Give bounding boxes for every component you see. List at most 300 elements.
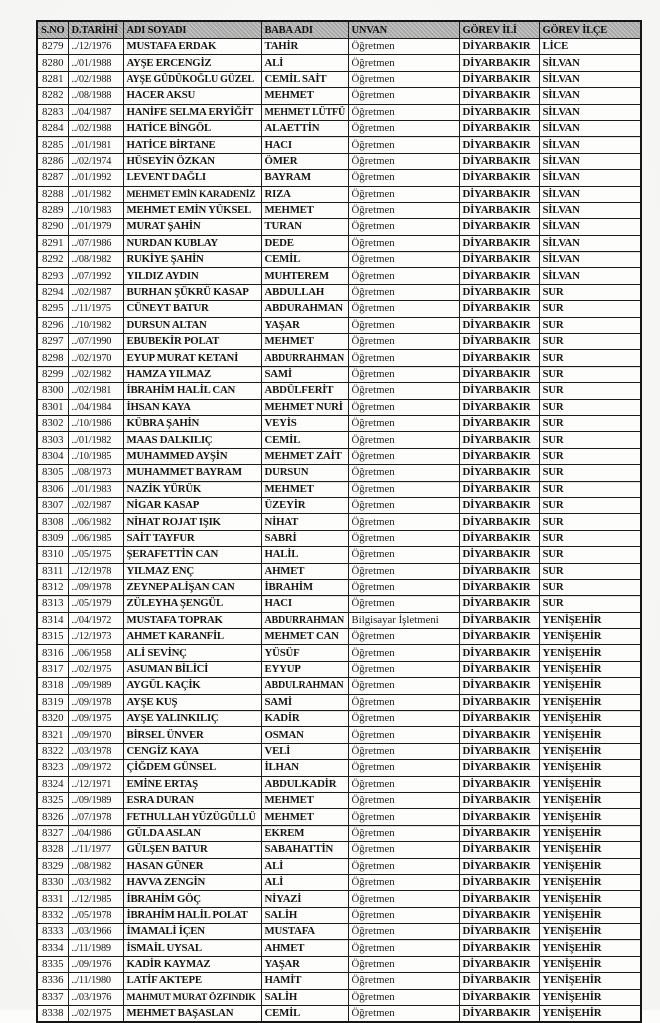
cell-unvan: Öğretmen bbox=[348, 579, 459, 595]
cell-baba_adi: YAŞAR bbox=[261, 317, 348, 333]
cell-gorev_ilce: YENİŞEHİR bbox=[539, 727, 641, 743]
cell-unvan: Öğretmen bbox=[348, 350, 459, 366]
cell-gorev_ilce: YENİŞEHİR bbox=[539, 874, 641, 890]
cell-baba_adi: CEMİL bbox=[261, 1006, 348, 1023]
cell-sno: 8293 bbox=[37, 268, 68, 284]
cell-dtarihi: ../12/1976 bbox=[68, 39, 123, 55]
cell-baba_adi: HALİL bbox=[261, 547, 348, 563]
cell-baba_adi: CEMİL bbox=[261, 252, 348, 268]
cell-gorev_ilce: SUR bbox=[539, 596, 641, 612]
cell-sno: 8336 bbox=[37, 973, 68, 989]
table-row bbox=[37, 776, 641, 792]
cell-gorev_ilce: SUR bbox=[539, 399, 641, 415]
cell-gorev_ilce: SUR bbox=[539, 465, 641, 481]
cell-gorev_ilce: SUR bbox=[539, 497, 641, 513]
table-row bbox=[37, 973, 641, 989]
column-header-dtarihi: D.TARİHİ bbox=[68, 21, 123, 39]
cell-sno: 8285 bbox=[37, 137, 68, 153]
cell-gorev_ili: DİYARBAKIR bbox=[459, 530, 539, 546]
cell-sno: 8324 bbox=[37, 776, 68, 792]
cell-sno: 8319 bbox=[37, 694, 68, 710]
cell-gorev_ili: DİYARBAKIR bbox=[459, 284, 539, 300]
cell-gorev_ilce: YENİŞEHİR bbox=[539, 924, 641, 940]
cell-gorev_ilce: YENİŞEHİR bbox=[539, 989, 641, 1005]
cell-unvan: Öğretmen bbox=[348, 88, 459, 104]
cell-baba_adi: KADİR bbox=[261, 711, 348, 727]
table-row bbox=[37, 907, 641, 923]
cell-unvan: Öğretmen bbox=[348, 153, 459, 169]
cell-dtarihi: ../01/1982 bbox=[68, 186, 123, 202]
cell-sno: 8326 bbox=[37, 809, 68, 825]
cell-baba_adi: VEYİS bbox=[261, 415, 348, 431]
table-row bbox=[37, 874, 641, 890]
cell-dtarihi: ../05/1978 bbox=[68, 907, 123, 923]
table-row bbox=[37, 924, 641, 940]
cell-gorev_ilce: SUR bbox=[539, 350, 641, 366]
cell-gorev_ili: DİYARBAKIR bbox=[459, 743, 539, 759]
cell-dtarihi: ../02/1988 bbox=[68, 120, 123, 136]
cell-unvan: Öğretmen bbox=[348, 170, 459, 186]
cell-sno: 8290 bbox=[37, 219, 68, 235]
cell-dtarihi: ../02/1981 bbox=[68, 383, 123, 399]
cell-unvan: Öğretmen bbox=[348, 809, 459, 825]
cell-gorev_ilce: SİLVAN bbox=[539, 268, 641, 284]
cell-baba_adi: MEHMET bbox=[261, 809, 348, 825]
cell-gorev_ilce: SUR bbox=[539, 284, 641, 300]
cell-adi_soyadi: YILDIZ AYDIN bbox=[123, 268, 261, 284]
cell-adi_soyadi: MAAS DALKILIÇ bbox=[123, 432, 261, 448]
table-row bbox=[37, 858, 641, 874]
table-row bbox=[37, 956, 641, 972]
cell-gorev_ilce: SİLVAN bbox=[539, 235, 641, 251]
cell-sno: 8311 bbox=[37, 563, 68, 579]
cell-sno: 8305 bbox=[37, 465, 68, 481]
cell-unvan: Öğretmen bbox=[348, 694, 459, 710]
cell-sno: 8309 bbox=[37, 530, 68, 546]
cell-unvan: Öğretmen bbox=[348, 235, 459, 251]
cell-adi_soyadi: DURSUN ALTAN bbox=[123, 317, 261, 333]
cell-unvan: Öğretmen bbox=[348, 874, 459, 890]
cell-baba_adi: ÜZEYİR bbox=[261, 497, 348, 513]
table-row bbox=[37, 940, 641, 956]
cell-baba_adi: HAMİT bbox=[261, 973, 348, 989]
cell-baba_adi: DEDE bbox=[261, 235, 348, 251]
cell-adi_soyadi: İBRAHİM HALİL POLAT bbox=[123, 907, 261, 923]
cell-baba_adi: SABRİ bbox=[261, 530, 348, 546]
cell-adi_soyadi: HAMZA YILMAZ bbox=[123, 366, 261, 382]
cell-unvan: Öğretmen bbox=[348, 39, 459, 55]
cell-adi_soyadi: MUHAMMED AYŞİN bbox=[123, 448, 261, 464]
cell-unvan: Öğretmen bbox=[348, 497, 459, 513]
cell-gorev_ili: DİYARBAKIR bbox=[459, 694, 539, 710]
cell-baba_adi: YAŞAR bbox=[261, 956, 348, 972]
cell-unvan: Öğretmen bbox=[348, 727, 459, 743]
cell-adi_soyadi: BİRSEL ÜNVER bbox=[123, 727, 261, 743]
cell-adi_soyadi: MUSTAFA ERDAK bbox=[123, 39, 261, 55]
cell-unvan: Öğretmen bbox=[348, 366, 459, 382]
cell-gorev_ilce: YENİŞEHİR bbox=[539, 711, 641, 727]
cell-gorev_ili: DİYARBAKIR bbox=[459, 301, 539, 317]
cell-gorev_ilce: SİLVAN bbox=[539, 137, 641, 153]
table-row bbox=[37, 153, 641, 169]
table-row bbox=[37, 891, 641, 907]
table-row bbox=[37, 809, 641, 825]
cell-unvan: Öğretmen bbox=[348, 858, 459, 874]
cell-sno: 8325 bbox=[37, 792, 68, 808]
cell-baba_adi: HACI bbox=[261, 596, 348, 612]
cell-dtarihi: ../03/1978 bbox=[68, 743, 123, 759]
cell-sno: 8314 bbox=[37, 612, 68, 628]
cell-baba_adi: ABDURRAHMAN bbox=[261, 350, 348, 366]
cell-gorev_ilce: SUR bbox=[539, 514, 641, 530]
cell-dtarihi: ../06/1982 bbox=[68, 514, 123, 530]
cell-sno: 8292 bbox=[37, 252, 68, 268]
cell-gorev_ilce: SUR bbox=[539, 448, 641, 464]
cell-unvan: Öğretmen bbox=[348, 776, 459, 792]
cell-gorev_ili: DİYARBAKIR bbox=[459, 727, 539, 743]
cell-dtarihi: ../09/1978 bbox=[68, 579, 123, 595]
cell-sno: 8332 bbox=[37, 907, 68, 923]
cell-sno: 8299 bbox=[37, 366, 68, 382]
cell-adi_soyadi: ZÜLEYHA ŞENGÜL bbox=[123, 596, 261, 612]
cell-dtarihi: ../02/1982 bbox=[68, 366, 123, 382]
cell-baba_adi: EYYUP bbox=[261, 661, 348, 677]
cell-dtarihi: ../02/1974 bbox=[68, 153, 123, 169]
cell-gorev_ili: DİYARBAKIR bbox=[459, 924, 539, 940]
cell-baba_adi: SAMİ bbox=[261, 366, 348, 382]
cell-gorev_ili: DİYARBAKIR bbox=[459, 809, 539, 825]
cell-adi_soyadi: MUHAMMET BAYRAM bbox=[123, 465, 261, 481]
cell-adi_soyadi: GÜLŞEN BATUR bbox=[123, 842, 261, 858]
column-header-gorev-ilce: GÖREV İLÇE bbox=[539, 21, 641, 39]
table-row bbox=[37, 661, 641, 677]
cell-baba_adi: RIZA bbox=[261, 186, 348, 202]
cell-adi_soyadi: ÇİĞDEM GÜNSEL bbox=[123, 760, 261, 776]
cell-unvan: Öğretmen bbox=[348, 629, 459, 645]
cell-adi_soyadi: HACER AKSU bbox=[123, 88, 261, 104]
table-row bbox=[37, 645, 641, 661]
cell-baba_adi: ALİ bbox=[261, 55, 348, 71]
cell-unvan: Öğretmen bbox=[348, 924, 459, 940]
table-row bbox=[37, 743, 641, 759]
cell-dtarihi: ../11/1977 bbox=[68, 842, 123, 858]
cell-adi_soyadi: AYŞE GÜDÜKOĞLU GÜZEL bbox=[123, 71, 261, 87]
cell-gorev_ili: DİYARBAKIR bbox=[459, 891, 539, 907]
cell-unvan: Öğretmen bbox=[348, 989, 459, 1005]
cell-gorev_ilce: SUR bbox=[539, 383, 641, 399]
cell-baba_adi: NİYAZİ bbox=[261, 891, 348, 907]
table-row bbox=[37, 268, 641, 284]
table-row bbox=[37, 596, 641, 612]
cell-baba_adi: CEMİL SAİT bbox=[261, 71, 348, 87]
table-row bbox=[37, 334, 641, 350]
cell-gorev_ili: DİYARBAKIR bbox=[459, 55, 539, 71]
cell-dtarihi: ../04/1984 bbox=[68, 399, 123, 415]
cell-sno: 8322 bbox=[37, 743, 68, 759]
cell-adi_soyadi: HAVVA ZENGİN bbox=[123, 874, 261, 890]
cell-gorev_ili: DİYARBAKIR bbox=[459, 874, 539, 890]
table-row bbox=[37, 88, 641, 104]
cell-adi_soyadi: ESRA DURAN bbox=[123, 792, 261, 808]
cell-gorev_ilce: YENİŞEHİR bbox=[539, 629, 641, 645]
cell-gorev_ili: DİYARBAKIR bbox=[459, 563, 539, 579]
cell-dtarihi: ../04/1972 bbox=[68, 612, 123, 628]
cell-adi_soyadi: HATİCE BİNGÖL bbox=[123, 120, 261, 136]
column-header-unvan: UNVAN bbox=[348, 21, 459, 39]
cell-unvan: Öğretmen bbox=[348, 383, 459, 399]
cell-adi_soyadi: İSMAİL UYSAL bbox=[123, 940, 261, 956]
cell-adi_soyadi: ALİ SEVİNÇ bbox=[123, 645, 261, 661]
cell-adi_soyadi: ŞERAFETTİN CAN bbox=[123, 547, 261, 563]
cell-gorev_ilce: SİLVAN bbox=[539, 88, 641, 104]
table-row bbox=[37, 350, 641, 366]
cell-adi_soyadi: FETHULLAH YÜZÜGÜLLÜ bbox=[123, 809, 261, 825]
cell-unvan: Öğretmen bbox=[348, 55, 459, 71]
cell-sno: 8316 bbox=[37, 645, 68, 661]
cell-gorev_ili: DİYARBAKIR bbox=[459, 170, 539, 186]
cell-dtarihi: ../08/1988 bbox=[68, 88, 123, 104]
cell-sno: 8300 bbox=[37, 383, 68, 399]
cell-gorev_ili: DİYARBAKIR bbox=[459, 39, 539, 55]
table-row bbox=[37, 137, 641, 153]
cell-gorev_ili: DİYARBAKIR bbox=[459, 514, 539, 530]
cell-gorev_ili: DİYARBAKIR bbox=[459, 907, 539, 923]
cell-sno: 8298 bbox=[37, 350, 68, 366]
table-row bbox=[37, 301, 641, 317]
cell-adi_soyadi: AYGÜL KAÇİK bbox=[123, 678, 261, 694]
table-body bbox=[37, 39, 641, 1023]
cell-adi_soyadi: AYŞE YALINKILIÇ bbox=[123, 711, 261, 727]
cell-gorev_ilce: SUR bbox=[539, 415, 641, 431]
cell-gorev_ili: DİYARBAKIR bbox=[459, 366, 539, 382]
cell-gorev_ilce: YENİŞEHİR bbox=[539, 694, 641, 710]
table-row bbox=[37, 612, 641, 628]
cell-gorev_ili: DİYARBAKIR bbox=[459, 596, 539, 612]
column-header-sno: S.NO bbox=[37, 21, 68, 39]
cell-gorev_ili: DİYARBAKIR bbox=[459, 88, 539, 104]
cell-dtarihi: ../11/1975 bbox=[68, 301, 123, 317]
cell-dtarihi: ../07/1992 bbox=[68, 268, 123, 284]
column-header-gorev-ili: GÖREV İLİ bbox=[459, 21, 539, 39]
cell-unvan: Öğretmen bbox=[348, 563, 459, 579]
cell-gorev_ili: DİYARBAKIR bbox=[459, 465, 539, 481]
cell-dtarihi: ../01/1982 bbox=[68, 432, 123, 448]
cell-baba_adi: İBRAHİM bbox=[261, 579, 348, 595]
cell-sno: 8307 bbox=[37, 497, 68, 513]
cell-sno: 8279 bbox=[37, 39, 68, 55]
cell-gorev_ilce: SİLVAN bbox=[539, 170, 641, 186]
cell-unvan: Öğretmen bbox=[348, 120, 459, 136]
table-row bbox=[37, 71, 641, 87]
cell-dtarihi: ../02/1987 bbox=[68, 284, 123, 300]
cell-dtarihi: ../01/1981 bbox=[68, 137, 123, 153]
cell-gorev_ilce: SUR bbox=[539, 481, 641, 497]
cell-gorev_ilce: SUR bbox=[539, 530, 641, 546]
cell-dtarihi: ../08/1973 bbox=[68, 465, 123, 481]
cell-dtarihi: ../10/1983 bbox=[68, 202, 123, 218]
cell-gorev_ili: DİYARBAKIR bbox=[459, 317, 539, 333]
cell-sno: 8306 bbox=[37, 481, 68, 497]
cell-baba_adi: MEHMET bbox=[261, 792, 348, 808]
cell-adi_soyadi: MEHMET BAŞASLAN bbox=[123, 1006, 261, 1023]
table-row bbox=[37, 252, 641, 268]
table-header bbox=[37, 21, 641, 39]
cell-gorev_ili: DİYARBAKIR bbox=[459, 760, 539, 776]
cell-adi_soyadi: HANİFE SELMA ERYİĞİT bbox=[123, 104, 261, 120]
table-row bbox=[37, 792, 641, 808]
cell-gorev_ilce: SUR bbox=[539, 317, 641, 333]
cell-gorev_ili: DİYARBAKIR bbox=[459, 350, 539, 366]
cell-sno: 8318 bbox=[37, 678, 68, 694]
cell-unvan: Öğretmen bbox=[348, 432, 459, 448]
cell-gorev_ili: DİYARBAKIR bbox=[459, 383, 539, 399]
cell-sno: 8334 bbox=[37, 940, 68, 956]
table-row bbox=[37, 530, 641, 546]
cell-dtarihi: ../12/1971 bbox=[68, 776, 123, 792]
cell-adi_soyadi: ZEYNEP ALİŞAN CAN bbox=[123, 579, 261, 595]
cell-gorev_ilce: SİLVAN bbox=[539, 219, 641, 235]
cell-gorev_ili: DİYARBAKIR bbox=[459, 661, 539, 677]
cell-dtarihi: ../04/1986 bbox=[68, 825, 123, 841]
cell-baba_adi: OSMAN bbox=[261, 727, 348, 743]
cell-sno: 8287 bbox=[37, 170, 68, 186]
cell-dtarihi: ../07/1986 bbox=[68, 235, 123, 251]
cell-gorev_ilce: YENİŞEHİR bbox=[539, 858, 641, 874]
table-row bbox=[37, 711, 641, 727]
cell-adi_soyadi: KÜBRA ŞAHİN bbox=[123, 415, 261, 431]
cell-gorev_ilce: SUR bbox=[539, 563, 641, 579]
cell-unvan: Öğretmen bbox=[348, 137, 459, 153]
table-row bbox=[37, 366, 641, 382]
cell-gorev_ilce: YENİŞEHİR bbox=[539, 760, 641, 776]
cell-gorev_ili: DİYARBAKIR bbox=[459, 497, 539, 513]
cell-gorev_ilce: SİLVAN bbox=[539, 252, 641, 268]
cell-baba_adi: MEHMET NURİ bbox=[261, 399, 348, 415]
cell-unvan: Öğretmen bbox=[348, 907, 459, 923]
cell-unvan: Öğretmen bbox=[348, 547, 459, 563]
table-row bbox=[37, 284, 641, 300]
table-row bbox=[37, 825, 641, 841]
cell-unvan: Öğretmen bbox=[348, 268, 459, 284]
cell-gorev_ilce: YENİŞEHİR bbox=[539, 792, 641, 808]
cell-adi_soyadi: İBRAHİM GÖÇ bbox=[123, 891, 261, 907]
cell-unvan: Öğretmen bbox=[348, 825, 459, 841]
cell-gorev_ili: DİYARBAKIR bbox=[459, 1006, 539, 1023]
cell-gorev_ilce: YENİŞEHİR bbox=[539, 891, 641, 907]
cell-dtarihi: ../11/1980 bbox=[68, 973, 123, 989]
cell-gorev_ilce: YENİŞEHİR bbox=[539, 956, 641, 972]
cell-gorev_ili: DİYARBAKIR bbox=[459, 448, 539, 464]
cell-gorev_ilce: YENİŞEHİR bbox=[539, 940, 641, 956]
cell-unvan: Öğretmen bbox=[348, 1006, 459, 1023]
cell-baba_adi: ÖMER bbox=[261, 153, 348, 169]
cell-gorev_ili: DİYARBAKIR bbox=[459, 153, 539, 169]
cell-baba_adi: ALAETTİN bbox=[261, 120, 348, 136]
cell-baba_adi: SAMİ bbox=[261, 694, 348, 710]
cell-unvan: Öğretmen bbox=[348, 71, 459, 87]
cell-dtarihi: ../02/1975 bbox=[68, 661, 123, 677]
cell-adi_soyadi: MURAT ŞAHİN bbox=[123, 219, 261, 235]
cell-dtarihi: ../02/1975 bbox=[68, 1006, 123, 1023]
cell-dtarihi: ../01/1992 bbox=[68, 170, 123, 186]
cell-unvan: Öğretmen bbox=[348, 743, 459, 759]
cell-gorev_ili: DİYARBAKIR bbox=[459, 776, 539, 792]
cell-adi_soyadi: İBRAHİM HALİL CAN bbox=[123, 383, 261, 399]
cell-baba_adi: ABDULLAH bbox=[261, 284, 348, 300]
cell-adi_soyadi: NURDAN KUBLAY bbox=[123, 235, 261, 251]
cell-gorev_ili: DİYARBAKIR bbox=[459, 825, 539, 841]
table-row bbox=[37, 317, 641, 333]
cell-sno: 8295 bbox=[37, 301, 68, 317]
table-row bbox=[37, 415, 641, 431]
cell-sno: 8281 bbox=[37, 71, 68, 87]
cell-dtarihi: ../02/1970 bbox=[68, 350, 123, 366]
cell-sno: 8315 bbox=[37, 629, 68, 645]
cell-gorev_ili: DİYARBAKIR bbox=[459, 71, 539, 87]
cell-unvan: Öğretmen bbox=[348, 596, 459, 612]
table-row bbox=[37, 760, 641, 776]
cell-gorev_ili: DİYARBAKIR bbox=[459, 629, 539, 645]
cell-baba_adi: ALİ bbox=[261, 858, 348, 874]
cell-gorev_ili: DİYARBAKIR bbox=[459, 711, 539, 727]
cell-baba_adi: ABDURAHMAN bbox=[261, 301, 348, 317]
cell-sno: 8327 bbox=[37, 825, 68, 841]
cell-sno: 8337 bbox=[37, 989, 68, 1005]
cell-gorev_ili: DİYARBAKIR bbox=[459, 481, 539, 497]
cell-gorev_ili: DİYARBAKIR bbox=[459, 432, 539, 448]
table-row bbox=[37, 383, 641, 399]
cell-unvan: Öğretmen bbox=[348, 973, 459, 989]
cell-adi_soyadi: RUKİYE ŞAHİN bbox=[123, 252, 261, 268]
cell-baba_adi: EKREM bbox=[261, 825, 348, 841]
table-row bbox=[37, 1006, 641, 1023]
cell-gorev_ilce: YENİŞEHİR bbox=[539, 776, 641, 792]
cell-sno: 8294 bbox=[37, 284, 68, 300]
cell-unvan: Öğretmen bbox=[348, 711, 459, 727]
cell-sno: 8291 bbox=[37, 235, 68, 251]
cell-gorev_ili: DİYARBAKIR bbox=[459, 137, 539, 153]
cell-gorev_ilce: YENİŞEHİR bbox=[539, 907, 641, 923]
cell-gorev_ilce: YENİŞEHİR bbox=[539, 973, 641, 989]
cell-adi_soyadi: LATİF AKTEPE bbox=[123, 973, 261, 989]
cell-adi_soyadi: KADİR KAYMAZ bbox=[123, 956, 261, 972]
cell-dtarihi: ../07/1978 bbox=[68, 809, 123, 825]
cell-adi_soyadi: ASUMAN BİLİCİ bbox=[123, 661, 261, 677]
cell-gorev_ili: DİYARBAKIR bbox=[459, 547, 539, 563]
cell-gorev_ilce: YENİŞEHİR bbox=[539, 661, 641, 677]
cell-unvan: Öğretmen bbox=[348, 645, 459, 661]
cell-gorev_ili: DİYARBAKIR bbox=[459, 678, 539, 694]
cell-unvan: Öğretmen bbox=[348, 481, 459, 497]
cell-baba_adi: SALİH bbox=[261, 907, 348, 923]
cell-unvan: Öğretmen bbox=[348, 514, 459, 530]
cell-gorev_ili: DİYARBAKIR bbox=[459, 235, 539, 251]
table-row bbox=[37, 514, 641, 530]
cell-gorev_ili: DİYARBAKIR bbox=[459, 399, 539, 415]
table-row bbox=[37, 186, 641, 202]
cell-unvan: Öğretmen bbox=[348, 399, 459, 415]
cell-gorev_ilce: SİLVAN bbox=[539, 55, 641, 71]
table-row bbox=[37, 579, 641, 595]
cell-dtarihi: ../02/1988 bbox=[68, 71, 123, 87]
cell-unvan: Öğretmen bbox=[348, 530, 459, 546]
cell-adi_soyadi: NİHAT ROJAT IŞIK bbox=[123, 514, 261, 530]
cell-gorev_ilce: SUR bbox=[539, 432, 641, 448]
cell-baba_adi: TURAN bbox=[261, 219, 348, 235]
cell-baba_adi: MEHMET bbox=[261, 88, 348, 104]
cell-gorev_ili: DİYARBAKIR bbox=[459, 612, 539, 628]
cell-unvan: Öğretmen bbox=[348, 415, 459, 431]
